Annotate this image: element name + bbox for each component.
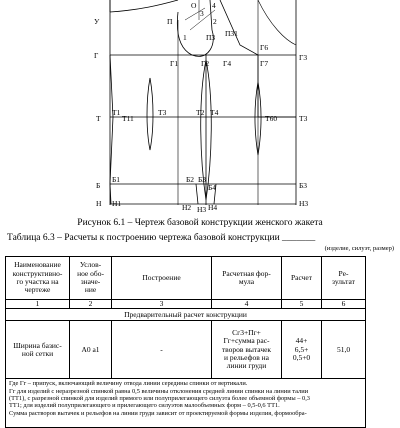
label-b4: Б4 <box>208 183 217 192</box>
row-name: Ширина базис- ной сетки <box>6 321 70 379</box>
label-t-right: Т3 <box>299 114 308 123</box>
note-line: (ТТ1), с разрезной спинкой для изделий прямого или полуприлегающего силуэта более объемной формы – 0,3 <box>9 395 310 403</box>
drawing-point-labels <box>94 1 308 214</box>
label-o: О <box>191 1 197 10</box>
row-construction: - <box>112 321 212 379</box>
label-h4: Н4 <box>208 203 218 212</box>
label-t: Т <box>96 114 101 123</box>
label-3: 3 <box>200 9 204 18</box>
label-2: 2 <box>213 17 217 26</box>
back-dart <box>147 78 153 150</box>
label-u: У <box>94 17 100 26</box>
table-header-row <box>6 257 366 300</box>
column-number: 1 <box>6 300 70 309</box>
note-line: Сумма растворов вытачек и рельефов на линии груди зависит от проектируемой формы изделия, формообра- <box>9 409 307 417</box>
column-number: 2 <box>70 300 112 309</box>
header-result: Ре- зультат <box>322 257 366 300</box>
header-construction: Построение <box>112 257 212 300</box>
column-number: 5 <box>282 300 322 309</box>
column-number-row <box>6 300 366 309</box>
label-h-right: Н3 <box>299 199 309 208</box>
front-neck <box>258 0 296 45</box>
header-section-name: Наименование конструктивно- го участка на чертеже <box>6 257 70 300</box>
label-b: Б <box>96 181 101 190</box>
label-t4: Т4 <box>210 108 219 117</box>
label-h3: Н3 <box>197 205 207 214</box>
label-b-right: Б3 <box>299 181 308 190</box>
table-row <box>6 321 366 379</box>
label-b1: Б1 <box>112 175 121 184</box>
figure-caption: Рисунок 6.1 – Чертеж базовой конструкции женского жакета <box>77 218 323 228</box>
label-4: 4 <box>212 1 216 10</box>
label-g3: Г3 <box>299 53 308 62</box>
notes-cell <box>6 379 366 428</box>
table-subtitle: (изделие, силуэт, размер) <box>324 245 394 252</box>
label-t60: Т60 <box>265 114 278 123</box>
row-symbol: А0 а1 <box>70 321 112 379</box>
label-t2: Т2 <box>196 108 205 117</box>
note-line: Где Гг – припуск, включающий величину отвода линии середины спинки от вертикали. <box>9 380 248 388</box>
label-h: Н <box>96 199 102 208</box>
label-g1: Г1 <box>170 59 179 68</box>
column-number: 3 <box>112 300 212 309</box>
column-number: 4 <box>212 300 282 309</box>
notes-row <box>6 379 366 428</box>
label-h1: Н1 <box>112 199 122 208</box>
label-g2: Г2 <box>201 59 210 68</box>
header-formula: Расчетная фор- мула <box>212 257 282 300</box>
label-h2: Н2 <box>182 203 192 212</box>
column-number: 6 <box>322 300 366 309</box>
label-1: 1 <box>183 33 187 42</box>
note-line: Гг для изделий с неразрезной спинкой равна 0,5 величины отклонения средней линии спинки на линии талии <box>9 387 309 395</box>
label-g: Г <box>94 51 99 60</box>
header-symbol: Услов- ное обо- значе- ние <box>70 257 112 300</box>
section-label: Предварительный расчет конструкции <box>6 309 366 321</box>
label-t3: Т3 <box>158 108 167 117</box>
calculation-table <box>5 256 366 428</box>
label-g7: Г7 <box>260 59 269 68</box>
row-calc: 44+ 6,5+ 0,5+0 <box>282 321 322 379</box>
section-row <box>6 309 366 321</box>
back-shoulder-contour <box>110 0 178 12</box>
note-line: ТТ1; для изделий полуприлегающего и прилегающего силуэтов малообъемных форм – 0,5-0,6 ТТ1. <box>9 402 280 410</box>
label-g4: Г4 <box>223 59 232 68</box>
label-g6: Г6 <box>260 43 269 52</box>
label-b2: Б2 <box>186 175 195 184</box>
label-t1: Т1 <box>112 108 121 117</box>
label-p3: П3 <box>206 33 216 42</box>
label-p: П <box>167 17 173 26</box>
row-formula: Сг3+Пг+ Гг+сумма рас- творов вытачек и рельефов на линии груди <box>212 321 282 379</box>
table-title: Таблица 6.3 – Расчеты к построению чертежа базовой конструкции _______ <box>7 233 316 243</box>
label-t11: Т11 <box>122 114 134 123</box>
label-p31: П31 <box>225 29 238 38</box>
header-calc: Расчет <box>282 257 322 300</box>
label-b3: Б3 <box>198 175 207 184</box>
row-result: 51,0 <box>322 321 366 379</box>
